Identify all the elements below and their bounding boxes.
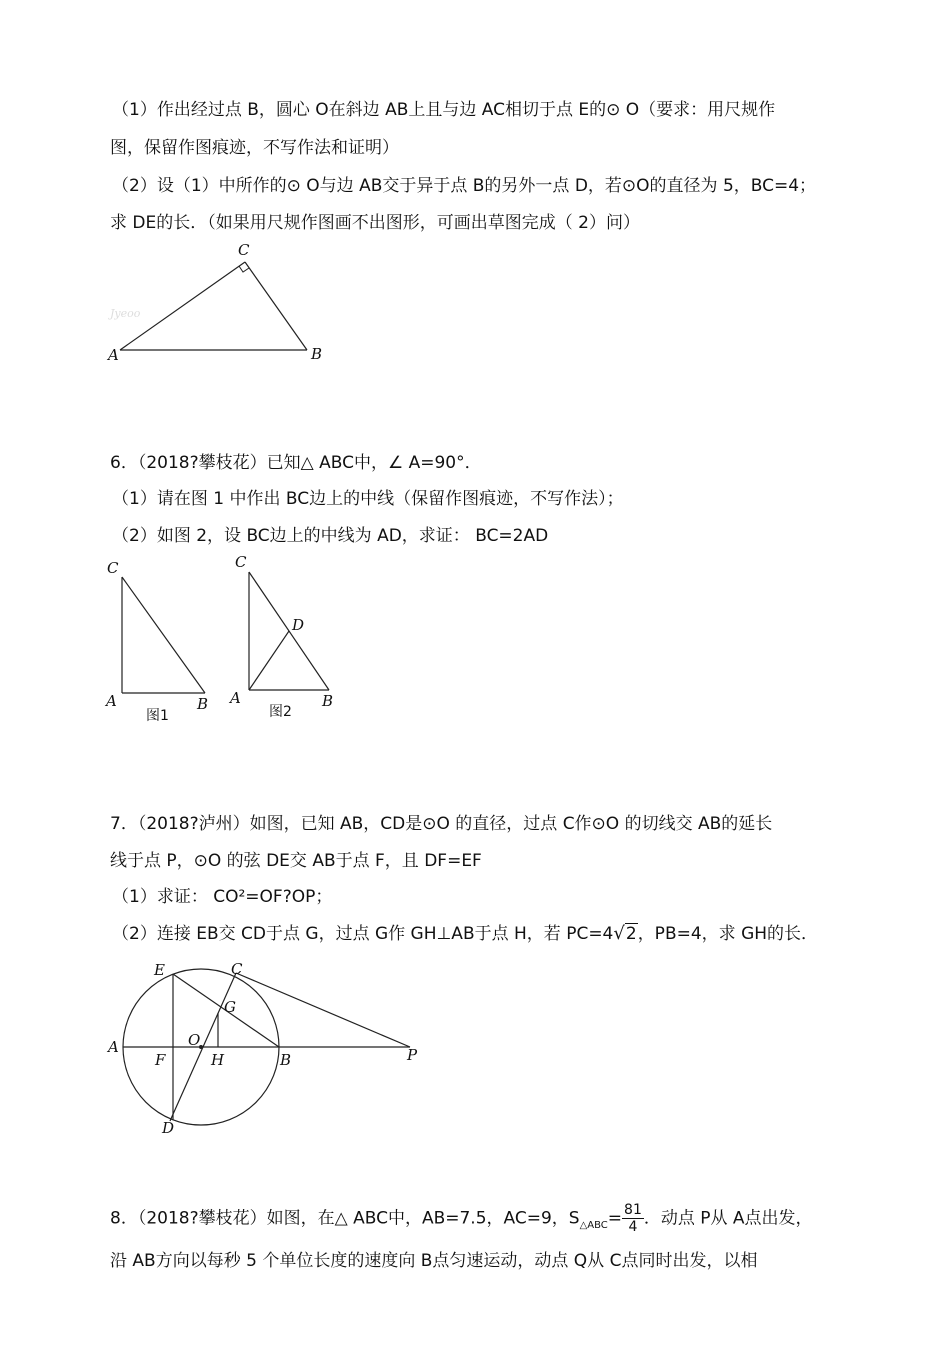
equals-sign: = <box>607 1208 623 1229</box>
problem5-part1-line2: 图，保留作图痕迹，不写作法和证明） <box>110 138 399 158</box>
label-g: G <box>224 998 236 1016</box>
label-b: B <box>197 695 209 713</box>
area-subscript: △ABC <box>579 1219 608 1231</box>
label-f: F <box>155 1051 166 1069</box>
problem7-part2 <box>112 923 818 945</box>
problem8-title-end: ．动点 P从 A点出发， <box>643 1208 813 1229</box>
label-c: C <box>231 960 243 978</box>
label-c: C <box>235 553 247 571</box>
problem5-part2-line2: 求 DE的长．（如果用尺规作图画不出图形，可画出草图完成（ 2）问） <box>110 213 640 233</box>
figure-1-triangle <box>100 555 220 725</box>
label-a: A <box>106 692 117 710</box>
problem7-part2-text: （2）连接 EB交 CD于点 G，过点 G作 GH⊥AB于点 H，若 PC=4 <box>112 924 614 944</box>
problem7-part2-text-end: ，PB=4，求 GH的长． <box>637 924 819 944</box>
problem7-title: 7．（2018?泸州）如图，已知 AB，CD是⊙O 的直径，过点 C作⊙O 的切线交 AB的延长 <box>110 814 773 834</box>
label-d: D <box>292 616 305 634</box>
label-c: C <box>107 559 119 577</box>
figure-caption: 图1 <box>146 708 169 724</box>
problem6-title: 6．（2018?攀枝花）已知△ ABC中，∠ A=90°． <box>110 453 482 473</box>
label-o: O <box>188 1031 201 1049</box>
fraction-denominator: 4 <box>628 1219 638 1235</box>
label-b: B <box>322 692 334 710</box>
label-p: P <box>407 1046 418 1064</box>
label-b: B <box>280 1051 292 1069</box>
problem7-line2: 线于点 P，⊙O 的弦 DE交 AB于点 F，且 DF=EF <box>110 851 482 871</box>
label-c: C <box>238 241 250 259</box>
problem5-part1-line1: （1）作出经过点 B，圆心 O在斜边 AB上且与边 AC相切于点 E的⊙ O（要求：用尺规作 <box>112 100 776 120</box>
problem8-title-text: 8．（2018?攀枝花）如图，在△ ABC中，AB=7.5，AC=9，S <box>110 1208 580 1229</box>
label-a: A <box>230 689 241 707</box>
watermark-text: Jyeoo <box>110 307 141 320</box>
problem6-part1: （1）请在图 1 中作出 BC边上的中线（保留作图痕迹，不写作法）； <box>112 489 624 509</box>
problem6-part2: （2）如图 2，设 BC边上的中线为 AD，求证： BC=2AD <box>112 526 549 546</box>
fraction <box>622 1202 644 1235</box>
label-h: H <box>211 1051 225 1069</box>
figure-2-triangle-with-median <box>225 550 345 725</box>
problem8-title <box>110 1202 813 1237</box>
label-e: E <box>154 961 165 979</box>
fraction-numerator: 81 <box>624 1202 642 1218</box>
figure-circle-tangent <box>100 955 430 1140</box>
label-a: A <box>108 346 119 364</box>
sqrt-expression: √2 <box>613 923 637 944</box>
label-b: B <box>311 345 323 363</box>
sqrt-radicand: 2 <box>625 924 637 944</box>
problem8-line2: 沿 AB方向以每秒 5 个单位长度的速度向 B点匀速运动，动点 Q从 C点同时出发，以相 <box>110 1251 758 1271</box>
figure-right-triangle-abc <box>100 240 340 370</box>
label-a: A <box>108 1038 119 1056</box>
problem7-part1: （1）求证： CO²=OF?OP； <box>112 887 333 907</box>
figure-caption: 图2 <box>269 704 292 720</box>
problem5-part2-line1: （2）设（1）中所作的⊙ O与边 AB交于异于点 B的另外一点 D，若⊙O的直径为 5，BC=4； <box>112 176 817 196</box>
label-d: D <box>162 1119 175 1137</box>
